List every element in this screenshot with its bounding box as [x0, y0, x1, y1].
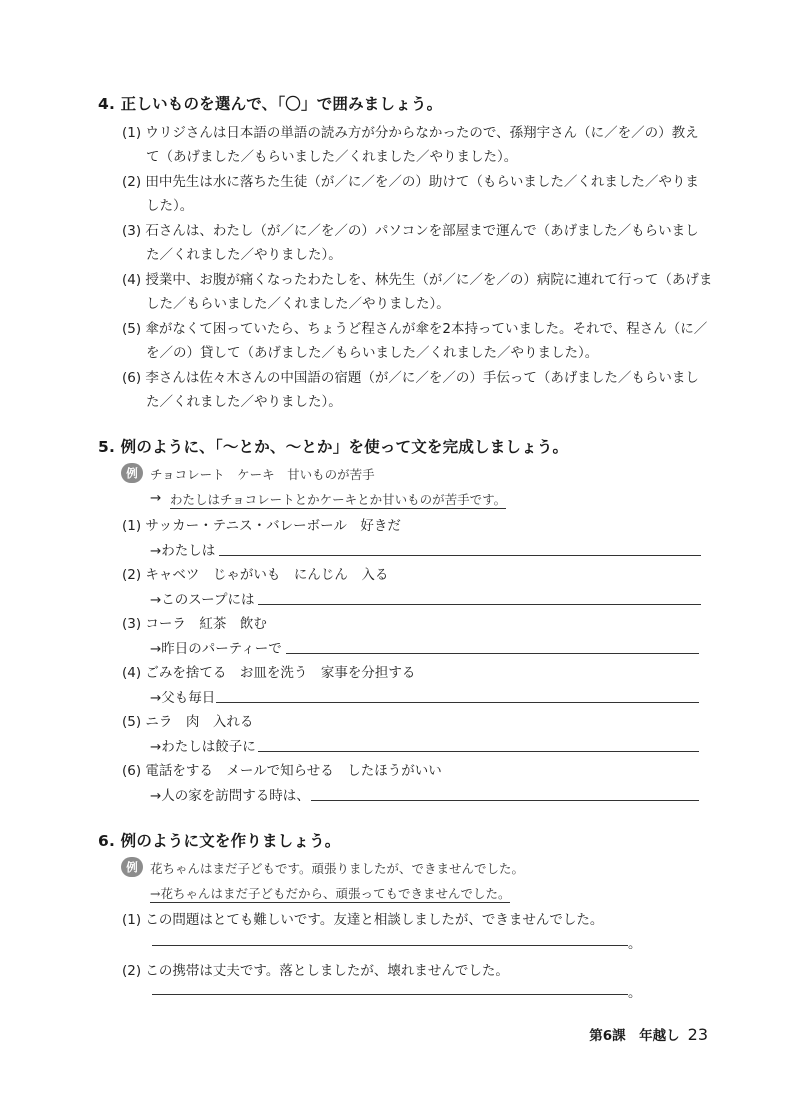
s6-item-1-answer-line[interactable] [152, 945, 628, 946]
s4-line-4: した）。 [146, 198, 194, 214]
s5-item-6-lead: →人の家を訪問する時は、 [150, 788, 310, 804]
s6-item-2-period: 。 [628, 985, 642, 1001]
page-footer [589, 1024, 708, 1044]
s5-item-1-answer-line[interactable] [219, 555, 701, 556]
s4-line-10: を／の）貸して（あげました／もらいました／くれました／やりました）。 [146, 345, 599, 361]
s4-line-1: (1) ウリジさんは日本語の単語の読み方が分からなかったので、孫翔宇さん（に／を／の）教え [122, 125, 699, 141]
example-badge: 例 [121, 463, 143, 483]
s4-line-6: た／くれました／やりました）。 [146, 247, 342, 263]
s5-item-4-lead: →父も毎日 [150, 690, 216, 706]
s5-item-1-lead: →わたしは [150, 543, 216, 559]
s5-item-2-prompt: (2) キャベツ じゃがいも にんじん 入る [122, 567, 389, 583]
s6-item-1-prompt: (1) この問題はとても難しいです。友達と相談しましたが、できませんでした。 [122, 912, 604, 928]
s5-example-answer [170, 490, 506, 508]
s5-example-arrow: → [150, 490, 162, 506]
s5-item-4-prompt: (4) ごみを捨てる お皿を洗う 家事を分担する [122, 665, 416, 681]
s5-item-3-lead: →昨日のパーティーで [150, 641, 282, 657]
s4-line-3: (2) 田中先生は水に落ちた生徒（が／に／を／の）助けて（もらいました／くれました／やりま [122, 174, 699, 190]
page-number: 23 [687, 1025, 708, 1044]
section-5-title: 5. 例のように、「～とか、～とか」を使って文を完成しましょう。 [98, 438, 569, 456]
s4-line-12: た／くれました／やりました）。 [146, 394, 342, 410]
s4-line-7: (4) 授業中、お腹が痛くなったわたしを、林先生（が／に／を／の）病院に連れて行って（あげま [122, 272, 713, 288]
s4-line-5: (3) 石さんは、わたし（が／に／を／の）パソコンを部屋まで運んで（あげました／もらいまし [122, 223, 699, 239]
s5-item-1-prompt: (1) サッカー・テニス・バレーボール 好きだ [122, 518, 401, 534]
s4-line-2: て（あげました／もらいました／くれました／やりました）。 [146, 149, 518, 165]
s5-item-5-lead: →わたしは餃子に [150, 739, 256, 755]
s6-example-prompt: 花ちゃんはまだ子どもです。頑張りましたが、できませんでした。 [150, 861, 525, 876]
s6-item-2-answer-line[interactable] [152, 994, 628, 995]
s5-item-6-prompt: (6) 電話をする メールで知らせる したほうがいい [122, 763, 442, 779]
section-6-title: 6. 例のように文を作りましょう。 [98, 832, 341, 850]
s5-item-5-prompt: (5) ニラ 肉 入れる [122, 714, 254, 730]
s4-line-8: した／もらいました／くれました／やりました）。 [146, 296, 450, 312]
s5-example-answer-text: わたしはチョコレートとかケーキとか甘いものが苦手です。 [170, 492, 507, 507]
s5-item-3-prompt: (3) コーラ 紅茶 飲む [122, 616, 267, 632]
s5-item-4-answer-line[interactable] [216, 702, 699, 703]
s4-line-9: (5) 傘がなくて困っていたら、ちょうど程さんが傘を2本持っていました。それで、程さん（に／ [122, 321, 708, 337]
s6-item-2-prompt: (2) この携帯は丈夫です。落としましたが、壊れませんでした。 [122, 963, 509, 979]
s4-line-11: (6) 李さんは佐々木さんの中国語の宿題（が／に／を／の）手伝って（あげました／もらいまし [122, 370, 699, 386]
section-4-title: 4. 正しいものを選んで、「〇」で囲みましょう。 [98, 95, 443, 113]
example-badge-6: 例 [121, 857, 143, 877]
s5-example-prompt: チョコレート ケーキ 甘いものが苦手 [150, 467, 375, 482]
s5-item-2-answer-line[interactable] [258, 604, 701, 605]
s6-item-1-period: 。 [628, 936, 642, 952]
s6-example-answer-text: →花ちゃんはまだ子どもだから、頑張ってもできませんでした。 [150, 886, 511, 901]
footer-lesson-title: 第6課 年越し [589, 1028, 680, 1044]
s5-item-5-answer-line[interactable] [258, 751, 699, 752]
s6-example-answer [150, 884, 510, 902]
s5-item-6-answer-line[interactable] [311, 800, 699, 801]
s5-item-3-answer-line[interactable] [286, 653, 699, 654]
s5-item-2-lead: →このスープには [150, 592, 255, 608]
